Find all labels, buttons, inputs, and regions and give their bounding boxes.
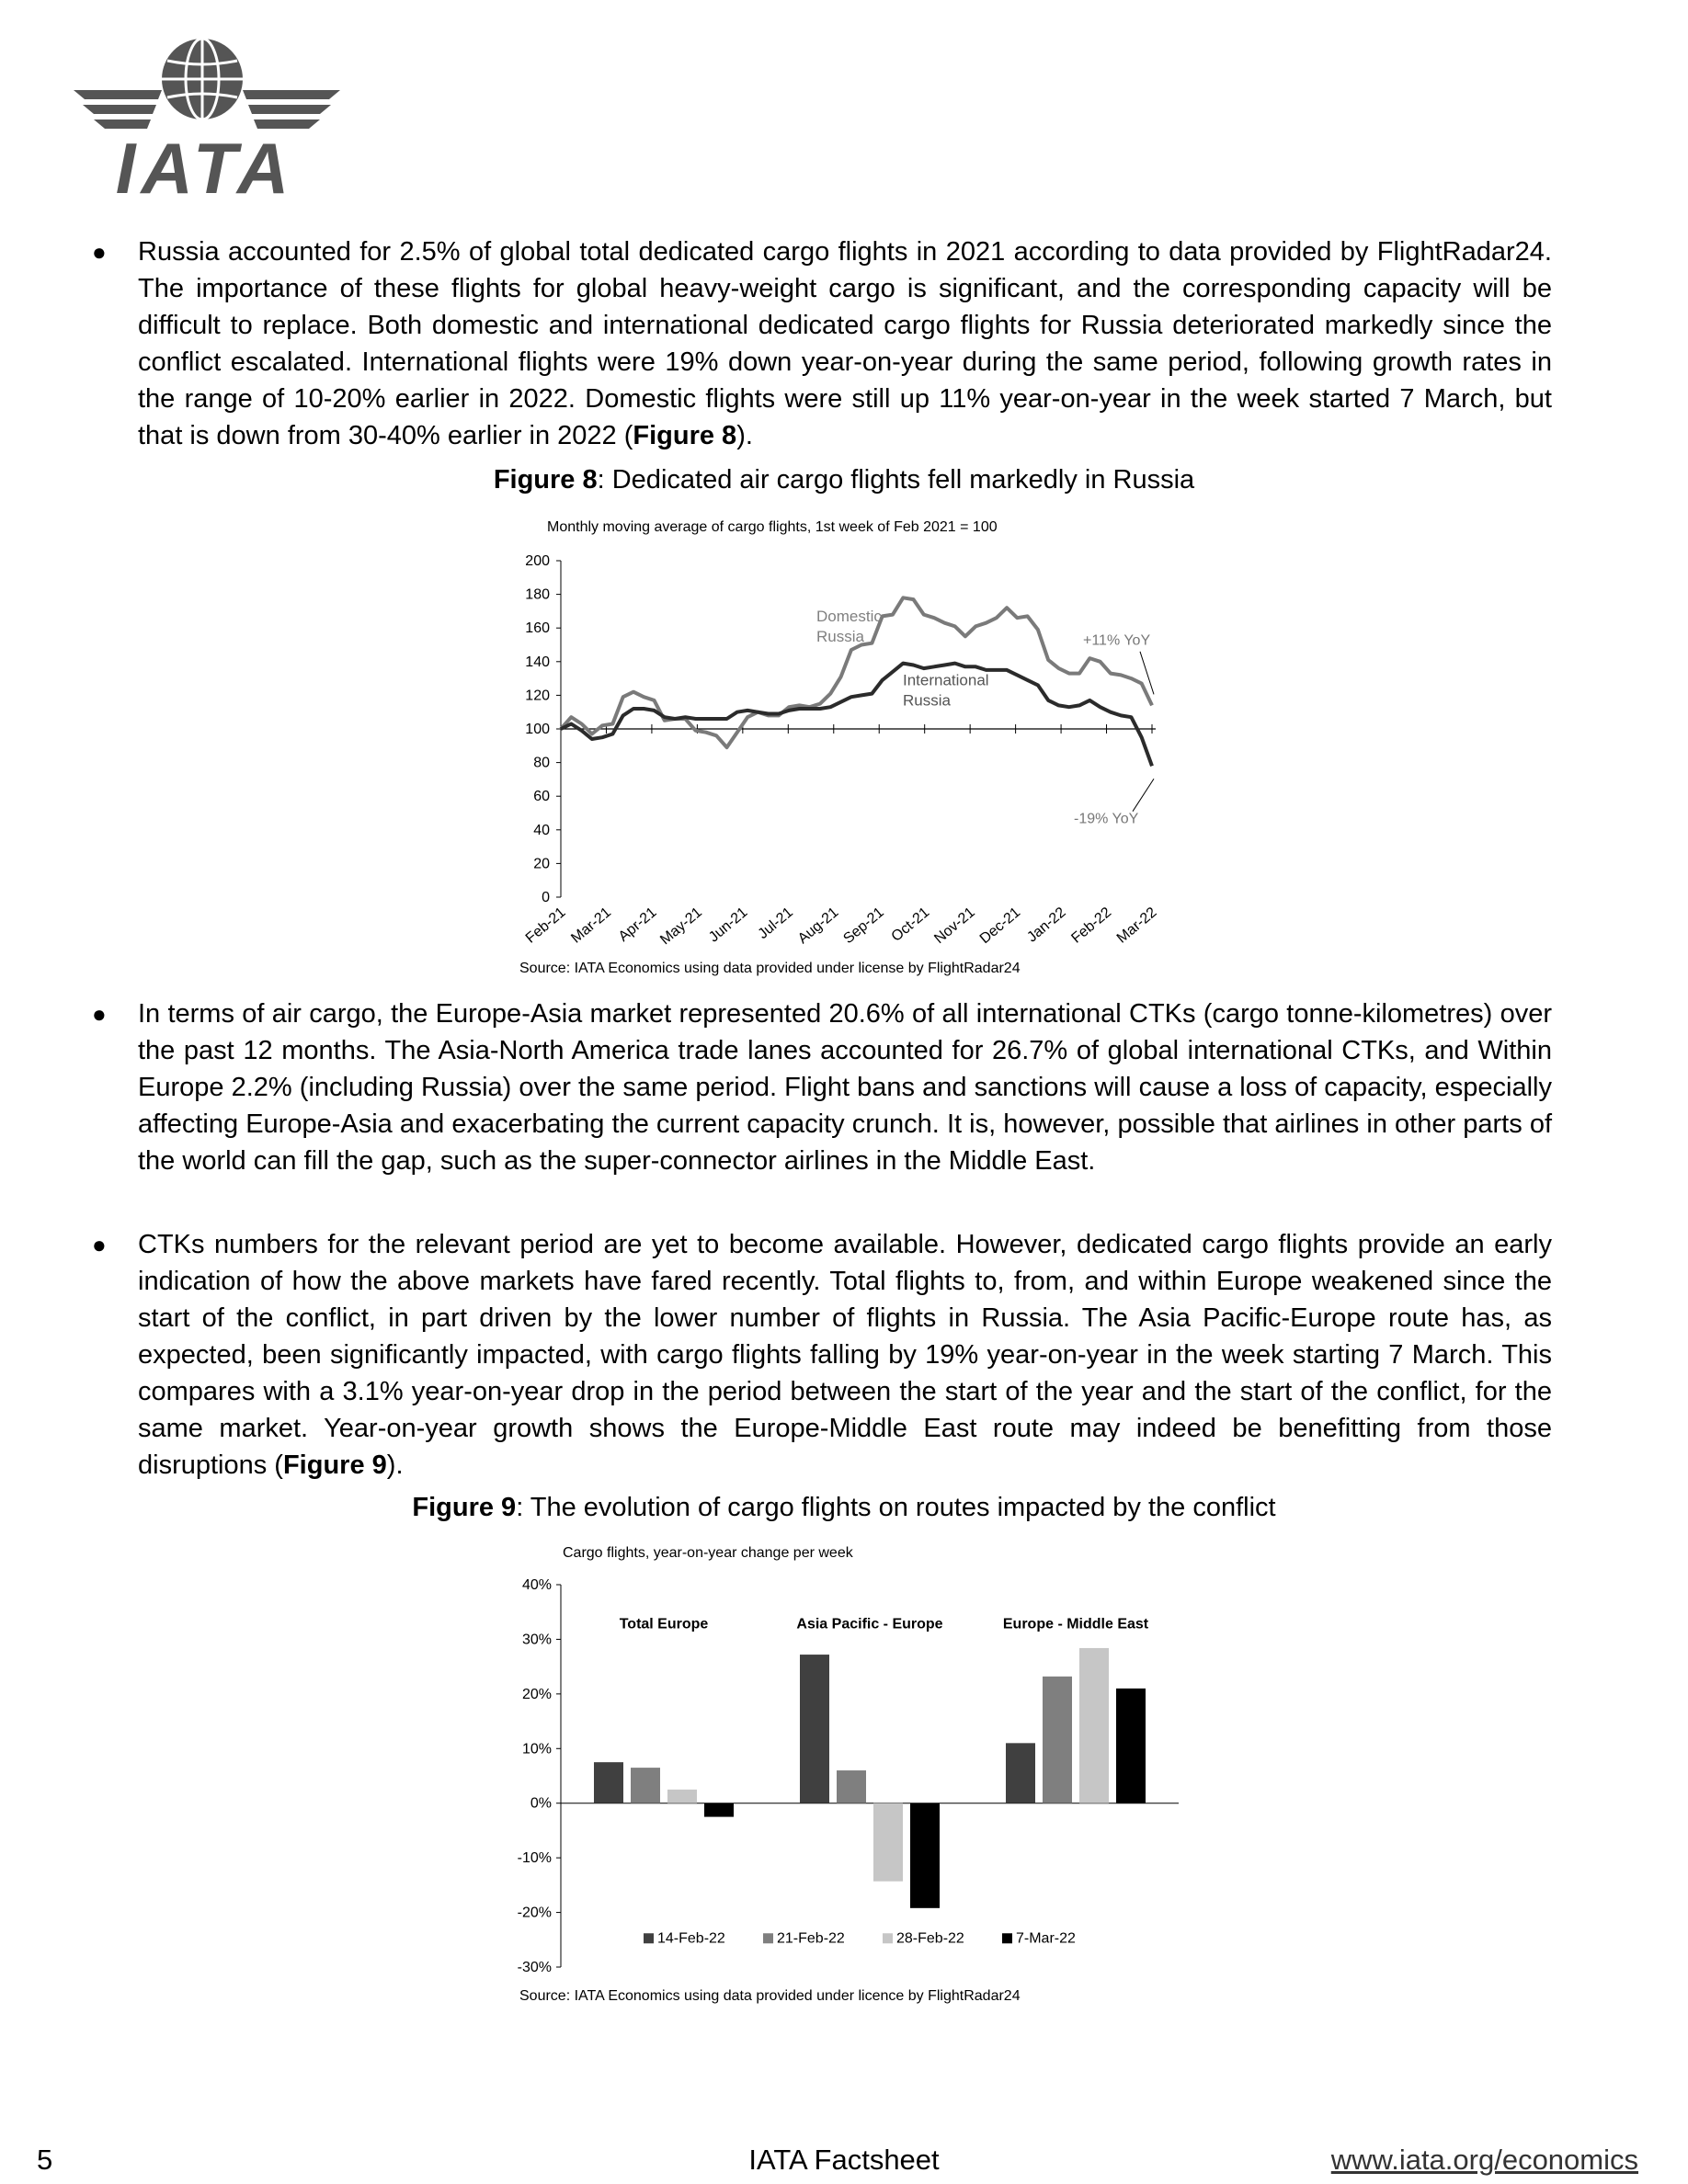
- page-number: 5: [37, 2144, 53, 2176]
- bar: [800, 1655, 829, 1803]
- y-tick-label: -20%: [517, 1905, 552, 1921]
- figure-8-line-chart: [496, 511, 1195, 980]
- bar: [1079, 1648, 1109, 1803]
- x-tick-label: Jun-21: [706, 904, 751, 946]
- figure-8-caption-text: : Dedicated air cargo flights fell markedly in Russia: [597, 465, 1195, 495]
- y-tick-label: -30%: [517, 1960, 552, 1975]
- y-tick-label: 0%: [530, 1795, 552, 1812]
- legend-label: 14-Feb-22: [657, 1930, 725, 1947]
- figure-8-label: Figure 8: [493, 465, 598, 495]
- figure-8-caption: [0, 465, 1688, 495]
- bar: [873, 1803, 903, 1882]
- bullet-dot: ●: [92, 1000, 107, 1028]
- footer-title: IATA Factsheet: [748, 2144, 940, 2176]
- chart-title: Cargo flights, year-on-year change per week: [563, 1545, 853, 1561]
- x-tick-label: Dec-21: [976, 904, 1024, 948]
- x-tick-label: Mar-22: [1113, 904, 1160, 947]
- x-tick-label: Jan-22: [1024, 904, 1069, 946]
- text-segment: In terms of air cargo, the Europe-Asia market represented 20.6% of all international CTKs (cargo tonne-kilometres) over the past 12 months. The Asia-North America trade lanes accounted for 26.7% of global international CTKs, and Within Europe 2.2% (including Russia) over the same period. Flight bans and sanctions will cause a loss of capacity, especially affecting Europe-Asia and exacerbating the current capacity crunch. It is, however, possible that airlines in other parts of the world can fill the gap, such as the super-connector airlines in the Middle East.: [138, 999, 1552, 1176]
- category-label: Asia Pacific - Europe: [796, 1616, 943, 1632]
- text-segment: Russia accounted for 2.5% of global total dedicated cargo flights in 2021 according to data provided by FlightRadar24. The importance of these flights for global heavy-weight cargo is significant, and the corresponding capacity will be difficult to replace. Both domestic and international dedicated cargo flights for Russia deteriorated markedly since the conflict escalated. International flights were 19% down year-on-year during the same period, following growth rates in the range of 10-20% earlier in 2022. Domestic flights were still up 11% year-on-year in the week started 7 March, but that is down from 30-40% earlier in 2022 (: [138, 237, 1552, 450]
- paragraph-text: [138, 233, 1552, 454]
- series-label-international-line2: Russia: [903, 691, 951, 710]
- legend-swatch: [883, 1933, 893, 1943]
- x-tick-label: Feb-22: [1068, 904, 1115, 947]
- series-line-international: [561, 664, 1152, 767]
- bar: [1116, 1689, 1146, 1803]
- y-tick-label: 40: [533, 822, 550, 838]
- category-label: Europe - Middle East: [1002, 1616, 1149, 1632]
- figure-9-label: Figure 9: [412, 1493, 517, 1522]
- chart-source: Source: IATA Economics using data provided under license by FlightRadar24: [519, 961, 1021, 976]
- bullet-paragraph-3: [92, 1226, 1552, 1484]
- series-label-international-line1: International: [903, 671, 989, 689]
- x-tick-label: Apr-21: [615, 904, 660, 945]
- text-segment: ).: [736, 421, 753, 450]
- y-tick-label: 20%: [521, 1686, 552, 1702]
- y-tick-label: 200: [525, 553, 550, 569]
- series-label-domestic-line2: Russia: [816, 627, 864, 645]
- figure-9-bar-chart: [496, 1539, 1195, 2008]
- legend-label: 21-Feb-22: [777, 1930, 845, 1947]
- y-tick-label: 180: [525, 586, 550, 603]
- legend-swatch: [763, 1933, 773, 1943]
- y-tick-label: 40%: [521, 1577, 552, 1593]
- annotation-domestic: +11% YoY: [1083, 632, 1151, 649]
- y-tick-label: -10%: [517, 1850, 552, 1867]
- annotation-arrow-international: [1133, 779, 1154, 811]
- x-tick-label: May-21: [657, 904, 705, 949]
- y-tick-label: 160: [525, 620, 550, 637]
- logo-text: IATA: [115, 128, 295, 199]
- legend-swatch: [644, 1933, 654, 1943]
- y-tick-label: 60: [533, 789, 550, 805]
- x-tick-label: Nov-21: [931, 904, 978, 948]
- bar: [594, 1762, 623, 1803]
- text-segment: CTKs numbers for the relevant period are yet to become available. However, dedicated cargo flights provide an early indication of how the above markets have fared recently. Total flights to, from, and within Europe weakened since the start of the conflict, in part driven by the lower number of flights in Russia. The Asia Pacific-Europe route has, as expected, been significantly impacted, with cargo flights falling by 19% year-on-year in the week starting 7 March. This compares with a 3.1% year-on-year drop in the period between the start of the year and the start of the conflict, for the same market. Year-on-year growth shows the Europe-Middle East route may indeed be benefitting from those disruptions (: [138, 1230, 1552, 1480]
- x-tick-label: Feb-21: [522, 904, 569, 947]
- bar: [704, 1803, 734, 1817]
- series-label-domestic-line1: Domestic: [816, 607, 882, 625]
- legend-swatch: [1002, 1933, 1012, 1943]
- figure-reference: Figure 8: [633, 421, 737, 450]
- x-tick-label: Jul-21: [755, 904, 796, 943]
- x-tick-label: Mar-21: [568, 904, 615, 947]
- bar: [1006, 1743, 1035, 1803]
- y-tick-label: 140: [525, 654, 550, 670]
- annotation-international: -19% YoY: [1074, 811, 1139, 827]
- bar: [910, 1803, 940, 1908]
- y-tick-label: 0: [542, 890, 550, 905]
- bullet-paragraph-1: [92, 233, 1552, 454]
- y-tick-label: 20: [533, 856, 550, 872]
- chart-source: Source: IATA Economics using data provided under licence by FlightRadar24: [519, 1988, 1021, 2004]
- bar: [667, 1790, 697, 1803]
- y-tick-label: 10%: [521, 1741, 552, 1757]
- iata-logo: [74, 35, 340, 199]
- bar: [631, 1768, 660, 1803]
- legend-label: 7-Mar-22: [1016, 1930, 1076, 1947]
- figure-reference: Figure 9: [282, 1450, 387, 1480]
- bullet-paragraph-2: [92, 995, 1552, 1179]
- x-tick-label: Sep-21: [840, 904, 887, 948]
- y-tick-label: 80: [533, 755, 550, 771]
- x-tick-label: Oct-21: [888, 904, 933, 945]
- y-tick-label: 30%: [521, 1632, 552, 1648]
- figure-9-caption-text: : The evolution of cargo flights on routes impacted by the conflict: [516, 1493, 1276, 1522]
- paragraph-text: [138, 1226, 1552, 1484]
- bar: [1043, 1677, 1072, 1803]
- footer-link[interactable]: www.iata.org/economics: [1330, 2144, 1638, 2176]
- globe-icon: [162, 39, 243, 119]
- paragraph-text: [138, 995, 1552, 1179]
- category-label: Total Europe: [619, 1616, 709, 1632]
- y-tick-label: 100: [525, 722, 550, 737]
- x-tick-label: Aug-21: [794, 904, 842, 948]
- chart-title: Monthly moving average of cargo flights, 1st week of Feb 2021 = 100: [547, 519, 998, 535]
- y-tick-label: 120: [525, 688, 550, 704]
- bullet-dot: ●: [92, 238, 107, 266]
- figure-9-caption: [0, 1493, 1688, 1523]
- bullet-dot: ●: [92, 1231, 107, 1258]
- legend-label: 28-Feb-22: [896, 1930, 964, 1947]
- bar: [837, 1770, 866, 1803]
- text-segment: ).: [386, 1450, 404, 1480]
